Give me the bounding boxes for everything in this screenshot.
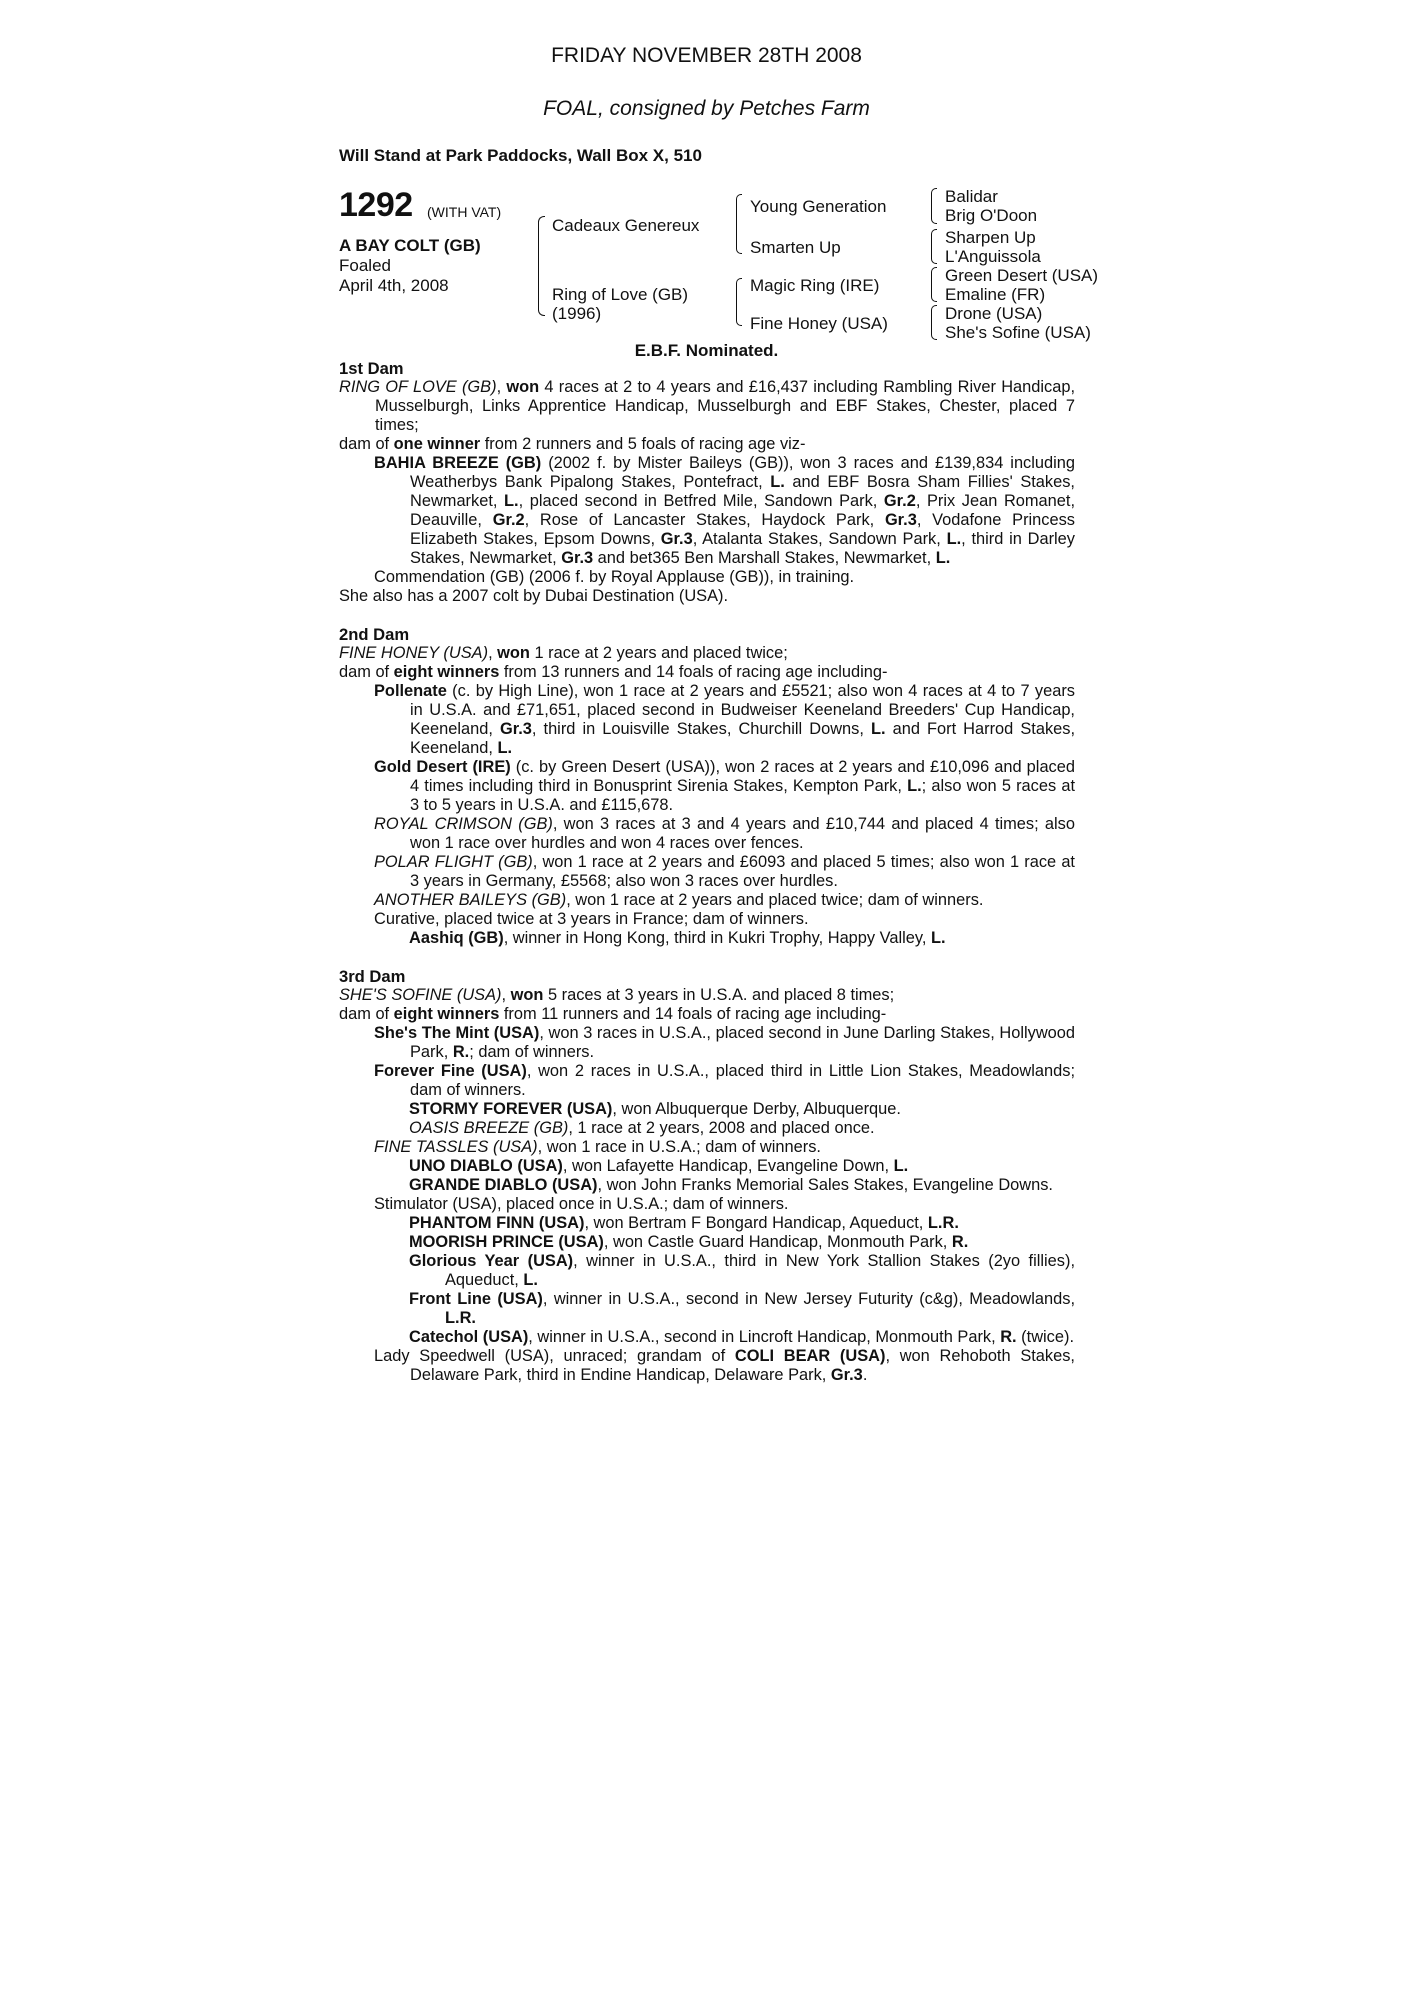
pedigree-brace-gen1 xyxy=(538,216,545,316)
produce-entry: Stimulator (USA), placed once in U.S.A.; dam of winners. xyxy=(374,1195,789,1213)
third-dam-record: SHE'S SOFINE (USA), won 5 races at 3 years in U.S.A. and placed 8 times; xyxy=(339,986,895,1004)
pedigree-brace-ss xyxy=(931,188,937,224)
produce-entry: She's The Mint (USA), won 3 races in U.S.A., placed second in June Darling Stakes, Hollywood Park, R.; dam of winners. xyxy=(374,1024,1076,1061)
pedigree-ds-dam: Emaline (FR) xyxy=(945,285,1046,304)
first-dam-record: RING OF LOVE (GB), won 4 races at 2 to 4 years and £16,437 including Rambling River Handicap, Musselburgh, Links Apprentice Handicap, Musselburgh and EBF Stakes, Chester, placed 7 times; xyxy=(339,378,1076,434)
produce-entry: Lady Speedwell (USA), unraced; grandam of COLI BEAR (USA), won Rehoboth Stakes, Delaware Park, third in Endine Handicap, Delaware Park, Gr.3. xyxy=(374,1347,1075,1384)
pedigree-dd-dam: She's Sofine (USA) xyxy=(945,323,1091,342)
foaled-date: April 4th, 2008 xyxy=(339,276,449,295)
produce-record xyxy=(339,359,1075,1385)
pedigree-sire-dam: Smarten Up xyxy=(750,238,841,257)
second-dam-produce-summary: dam of eight winners from 13 runners and 14 foals of racing age including- xyxy=(339,663,888,681)
pedigree-sire-sire: Young Generation xyxy=(750,197,887,216)
pedigree-sire: Cadeaux Genereux xyxy=(552,216,700,235)
produce-entry: Catechol (USA), winner in U.S.A., second in Lincroft Handicap, Monmouth Park, R. (twice). xyxy=(409,1328,1074,1346)
pedigree-ss-dam: Brig O'Doon xyxy=(945,206,1038,225)
second-dam-record: FINE HONEY (USA), won 1 race at 2 years and placed twice; xyxy=(339,644,788,662)
pedigree-dam-name: Ring of Love (GB) xyxy=(552,285,689,304)
pedigree-dam-sire: Magic Ring (IRE) xyxy=(750,276,880,295)
vat-note: (WITH VAT) xyxy=(427,204,502,220)
produce-entry: Pollenate (c. by High Line), won 1 race at 2 years and £5521; also won 4 races at 4 to 7 years in U.S.A. and £71,651, placed second in Budweiser Keeneland Breeders' Cup Handicap, Keeneland, Gr.3, third in Louisville Stakes, Churchill Downs, L. and Fort Harrod Stakes, Keeneland, L. xyxy=(374,682,1076,757)
pedigree-brace-ds xyxy=(931,267,937,302)
produce-entry: Curative, placed twice at 3 years in France; dam of winners. xyxy=(374,910,809,928)
ebf-nomination: E.B.F. Nominated. xyxy=(634,341,779,360)
pedigree-dam-dam: Fine Honey (USA) xyxy=(750,314,888,333)
produce-entry: ANOTHER BAILEYS (GB), won 1 race at 2 years and placed twice; dam of winners. xyxy=(374,891,984,909)
produce-entry: Forever Fine (USA), won 2 races in U.S.A., placed third in Little Lion Stakes, Meadowlands; dam of winners. xyxy=(374,1062,1075,1099)
first-dam-heading: 1st Dam xyxy=(339,359,404,378)
pedigree-dam xyxy=(552,285,688,323)
produce-entry: She also has a 2007 colt by Dubai Destination (USA). xyxy=(339,587,729,605)
lot-number: 1292 xyxy=(339,186,413,224)
pedigree-dam-year: (1996) xyxy=(552,304,602,323)
lot-title: A BAY COLT (GB) xyxy=(339,236,481,255)
produce-entry: ROYAL CRIMSON (GB), won 3 races at 3 and 4 years and £10,744 and placed 4 times; also won 1 race over hurdles and won 4 races over fences. xyxy=(374,815,1075,852)
pedigree-sd-dam: L'Anguissola xyxy=(945,247,1041,266)
produce-entry: Aashiq (GB), winner in Hong Kong, third in Kukri Trophy, Happy Valley, L. xyxy=(409,929,946,947)
first-dam-produce-summary: dam of one winner from 2 runners and 5 foals of racing age viz- xyxy=(339,435,806,453)
pedigree-brace-dam xyxy=(736,278,742,326)
produce-entry: MOORISH PRINCE (USA), won Castle Guard Handicap, Monmouth Park, R. xyxy=(409,1233,969,1251)
foaled-label: Foaled xyxy=(339,256,391,275)
produce-entry: GRANDE DIABLO (USA), won John Franks Memorial Sales Stakes, Evangeline Downs. xyxy=(409,1176,1053,1194)
produce-entry: Glorious Year (USA), winner in U.S.A., third in New York Stallion Stakes (2yo fillies), Aqueduct, L. xyxy=(409,1252,1076,1289)
produce-entry: PHANTOM FINN (USA), won Bertram F Bongard Handicap, Aqueduct, L.R. xyxy=(409,1214,959,1232)
pedigree-ss-sire: Balidar xyxy=(945,187,998,206)
lot-description xyxy=(339,236,481,296)
produce-entry: UNO DIABLO (USA), won Lafayette Handicap, Evangeline Down, L. xyxy=(409,1157,909,1175)
pedigree-sd-sire: Sharpen Up xyxy=(945,228,1036,247)
produce-entry: FINE TASSLES (USA), won 1 race in U.S.A.; dam of winners. xyxy=(374,1138,821,1156)
pedigree-brace-sd xyxy=(931,229,937,264)
produce-entry: BAHIA BREEZE (GB) (2002 f. by Mister Baileys (GB)), won 3 races and £139,834 including Weatherbys Bank Pipalong Stakes, Pontefract, L. and EBF Bosra Sham Fillies' Stakes, Newmarket, L., placed second in Betfred Mile, Sandown Park, Gr.2, Prix Jean Romanet, Deauville, Gr.2, Rose of Lancaster Stakes, Haydock Park, Gr.3, Vodafone Princess Elizabeth Stakes, Epsom Downs, Gr.3, Atalanta Stakes, Sandown Park, L., third in Darley Stakes, Newmarket, Gr.3 and bet365 Ben Marshall Stakes, Newmarket, L. xyxy=(374,454,1076,567)
produce-entry: POLAR FLIGHT (GB), won 1 race at 2 years and £6093 and placed 5 times; also won 1 race at 3 years in Germany, £5568; also won 3 races over hurdles. xyxy=(374,853,1075,890)
sale-date: FRIDAY NOVEMBER 28TH 2008 xyxy=(551,44,862,67)
produce-entry: Front Line (USA), winner in U.S.A., second in New Jersey Futurity (c&g), Meadowlands, L.R. xyxy=(409,1290,1075,1327)
second-dam-heading: 2nd Dam xyxy=(339,625,410,644)
third-dam-produce-summary: dam of eight winners from 11 runners and 14 foals of racing age including- xyxy=(339,1005,887,1023)
third-dam-heading: 3rd Dam xyxy=(339,967,406,986)
pedigree-dd-sire: Drone (USA) xyxy=(945,304,1043,323)
pedigree-ds-sire: Green Desert (USA) xyxy=(945,266,1099,285)
produce-entry: OASIS BREEZE (GB), 1 race at 2 years, 2008 and placed once. xyxy=(409,1119,875,1137)
consignment-line: FOAL, consigned by Petches Farm xyxy=(543,97,870,120)
pedigree-brace-dd xyxy=(931,305,937,340)
produce-entry: Commendation (GB) (2006 f. by Royal Applause (GB)), in training. xyxy=(374,568,855,586)
produce-entry: STORMY FOREVER (USA), won Albuquerque Derby, Albuquerque. xyxy=(409,1100,901,1118)
pedigree-brace-sire xyxy=(736,194,742,254)
produce-entry: Gold Desert (IRE) (c. by Green Desert (USA)), won 2 races at 2 years and £10,096 and placed 4 times including third in Bonusprint Sirenia Stakes, Kempton Park, L.; also won 5 races at 3 to 5 years in U.S.A. and £115,678. xyxy=(374,758,1075,814)
stand-location: Will Stand at Park Paddocks, Wall Box X, 510 xyxy=(339,146,702,165)
